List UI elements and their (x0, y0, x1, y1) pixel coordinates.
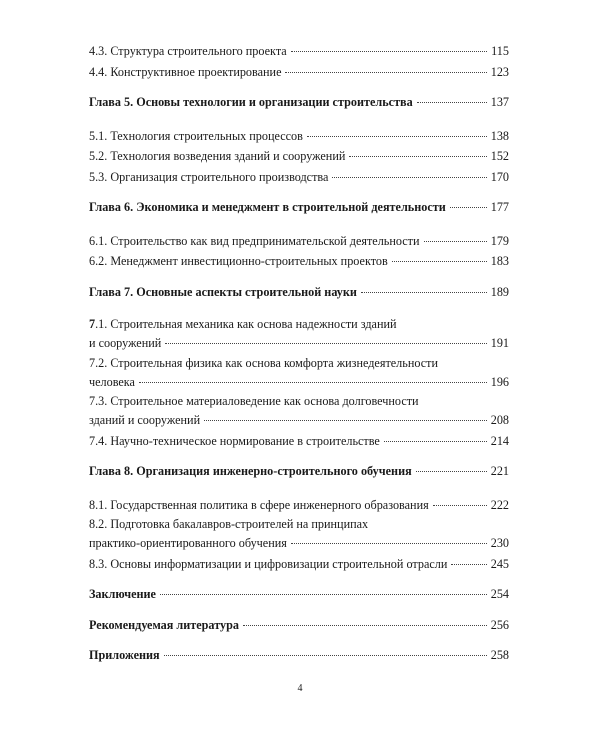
toc-entry-7-3-line1: 7.3. Строительное материаловедение как основа долговечности (89, 394, 419, 408)
toc-conclusion (89, 584, 509, 605)
table-of-contents (89, 41, 509, 666)
toc-entry-number-bold: 7 (89, 317, 96, 331)
dot-leader (416, 471, 487, 472)
page-number: 4 (297, 683, 303, 694)
dot-leader (139, 382, 487, 383)
dot-leader (424, 241, 487, 242)
toc-entry-page: 230 (490, 536, 509, 550)
toc-chapter-7 (89, 282, 509, 303)
toc-chapter-title: Глава 5. Основы технологии и организации строительства (89, 95, 413, 109)
dot-leader (349, 156, 486, 157)
toc-entry-5-2 (89, 146, 509, 167)
dot-leader (433, 505, 487, 506)
toc-chapter-page: 137 (490, 95, 509, 109)
dot-leader (417, 102, 487, 103)
toc-entry-title: 4.3. Структура строительного проекта (89, 44, 287, 58)
dot-leader (361, 292, 487, 293)
toc-entry-page: 123 (490, 64, 509, 79)
toc-appendices (89, 645, 509, 666)
toc-chapter-6 (89, 197, 509, 218)
dot-leader (285, 72, 486, 73)
toc-entry-8-3 (89, 554, 509, 575)
toc-entry-6-2 (89, 251, 509, 272)
toc-entry-title: .1. Строительная механика как основа надежности зданий (95, 317, 397, 331)
toc-entry-5-3 (89, 167, 509, 188)
toc-entry-page: 170 (490, 169, 509, 184)
dot-leader (164, 655, 487, 656)
dot-leader (451, 564, 486, 565)
toc-chapter-page: 177 (490, 200, 509, 214)
toc-chapter-page: 189 (490, 284, 509, 299)
toc-entry-6-1 (89, 231, 509, 252)
toc-chapter-title: Глава 8. Организация инженерно-строительного обучения (89, 464, 412, 478)
toc-chapter-title: Глава 6. Экономика и менеджмент в строительной деятельности (89, 200, 446, 214)
toc-chapter-8 (89, 461, 509, 482)
toc-entry-page: 214 (490, 433, 509, 448)
toc-entry-8-2 (89, 533, 509, 554)
dot-leader (307, 136, 487, 137)
dot-leader (243, 625, 487, 626)
dot-leader (392, 261, 487, 262)
dot-leader (160, 594, 487, 595)
toc-entry-page: 115 (491, 44, 509, 58)
toc-chapter-page: 258 (490, 648, 509, 662)
toc-entry-8-2-line1: 8.2. Подготовка бакалавров-строителей на принципах (89, 517, 369, 531)
toc-entry-title: 5.2. Технология возведения зданий и сооружений (89, 149, 346, 163)
toc-entry-title: 5.1. Технология строительных процессов (89, 128, 303, 143)
toc-chapter-page: 221 (490, 464, 509, 478)
toc-entry-title-cont: человека (89, 374, 135, 389)
toc-entry-4-4 (89, 62, 509, 83)
dot-leader (291, 543, 487, 544)
toc-chapter-title: Глава 7. Основные аспекты строительной науки (89, 284, 357, 299)
toc-entry-7-4 (89, 431, 509, 452)
dot-leader (291, 51, 487, 52)
toc-entry-title: 8.3. Основы информатизации и цифровизации строительной отрасли (89, 556, 448, 571)
toc-entry-7-1 (89, 333, 509, 354)
toc-entry-7-1-line1 (89, 315, 509, 333)
toc-entry-title: 4.4. Конструктивное проектирование (89, 64, 282, 79)
toc-literature (89, 615, 509, 636)
toc-entry-7-2-line1: 7.2. Строительная физика как основа комфорта жизнедеятельности (89, 355, 439, 370)
dot-leader (384, 441, 487, 442)
toc-entry-page: 183 (490, 254, 509, 268)
toc-entry-title-cont: зданий и сооружений (89, 413, 201, 427)
toc-entry-title: 5.3. Организация строительного производства (89, 169, 329, 184)
toc-entry-title: 6.2. Менеджмент инвестиционно-строительных проектов (89, 254, 388, 268)
toc-entry-page: 191 (490, 336, 509, 350)
toc-entry-page: 152 (490, 149, 509, 163)
toc-entry-title-cont: практико-ориентированного обучения (89, 536, 287, 550)
toc-entry-title: 6.1. Строительство как вид предпринимательской деятельности (89, 233, 420, 248)
toc-chapter-page: 254 (490, 587, 509, 601)
toc-entry-8-1 (89, 495, 509, 516)
toc-chapter-5 (89, 92, 509, 113)
toc-entry-page: 138 (490, 128, 509, 143)
toc-entry-page: 208 (490, 413, 509, 427)
toc-chapter-title: Заключение (89, 587, 156, 601)
toc-entry-page: 245 (490, 556, 509, 571)
toc-entry-7-3 (89, 410, 509, 431)
toc-entry-page: 222 (490, 497, 509, 512)
toc-chapter-page: 256 (490, 617, 509, 632)
toc-chapter-title: Рекомендуемая литература (89, 617, 239, 632)
toc-chapter-title: Приложения (89, 648, 160, 662)
toc-entry-4-3 (89, 41, 509, 62)
dot-leader (165, 343, 486, 344)
dot-leader (450, 207, 487, 208)
toc-entry-title: 8.1. Государственная политика в сфере инженерного образования (89, 497, 429, 512)
toc-entry-7-2 (89, 372, 509, 393)
dot-leader (332, 177, 486, 178)
toc-entry-title: 7.4. Научно-техническое нормирование в строительстве (89, 433, 380, 448)
toc-entry-page: 196 (490, 374, 509, 389)
dot-leader (204, 420, 487, 421)
toc-entry-5-1 (89, 126, 509, 147)
toc-entry-title-cont: и сооружений (89, 336, 162, 350)
toc-entry-page: 179 (490, 233, 509, 248)
